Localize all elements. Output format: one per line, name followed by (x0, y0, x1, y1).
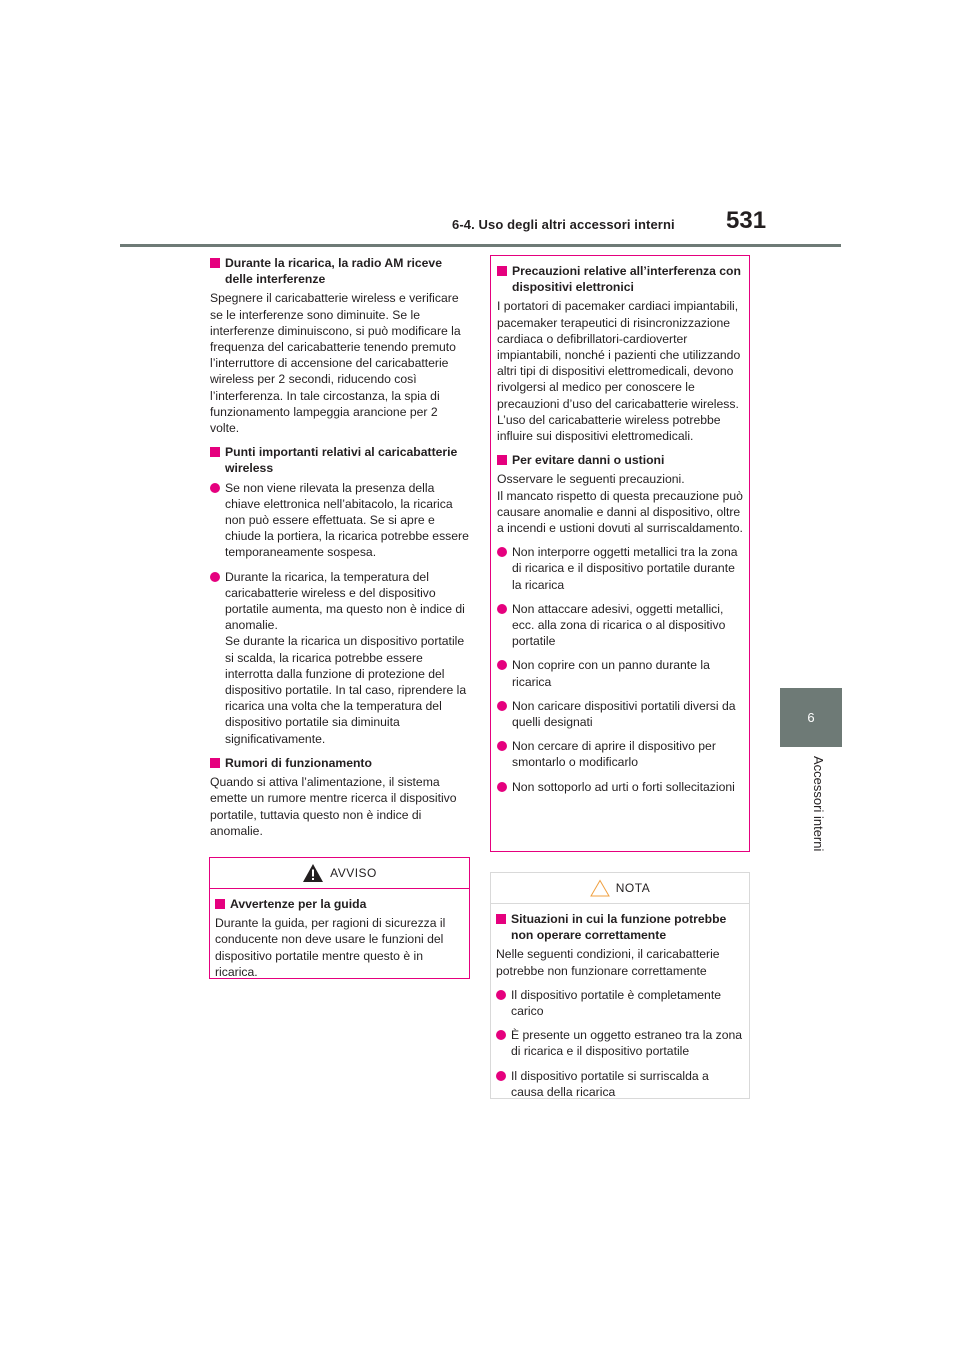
round-bullet-icon (497, 604, 507, 614)
list-item-text: Non attaccare adesivi, oggetti metallici, ecc. alla zona di ricarica o al dispositivo portatile (512, 601, 726, 649)
section-heading (497, 263, 743, 295)
list-item-text: Se non viene rilevata la presenza della chiave elettronica nell’abitacolo, la ricarica non può essere effettuata. Se si apre e chiude la portiera, la ricarica potrebbe essere temporaneamente sospesa. (225, 480, 469, 560)
section-heading (497, 452, 743, 468)
list-item (497, 738, 743, 770)
note-box-title: NOTA (615, 880, 651, 895)
round-bullet-icon (496, 1071, 506, 1081)
chapter-number: 6 (807, 710, 815, 725)
left-column (210, 255, 470, 847)
square-bullet-icon (210, 447, 220, 457)
warning-box-body (210, 889, 469, 992)
round-bullet-icon (497, 701, 507, 711)
list-item-text: Non interporre oggetti metallici tra la zona di ricarica e il dispositivo portatile durante la ricarica (512, 545, 738, 592)
warning-box-header (210, 858, 469, 889)
list-item-text: Se durante la ricarica un dispositivo portatile si scalda, la ricarica potrebbe essere interrotta dalla funzione di protezione del dispositivo portatile. In tal caso, riprendere la ricarica una volta che la temperatura del dispositivo portatile sia diminuita significativamente. (225, 634, 467, 746)
list-item-text: Non coprire con un panno durante la ricarica (512, 658, 710, 689)
heading-text: Punti importanti relativi al caricabatterie wireless (225, 445, 458, 476)
square-bullet-icon (497, 266, 507, 276)
header-divider (120, 244, 841, 247)
list-item (497, 601, 743, 650)
note-box-header (491, 873, 749, 904)
round-bullet-icon (496, 990, 506, 1000)
list-item-text: È presente un oggetto estraneo tra la zona di ricarica e il dispositivo portatile (511, 1028, 743, 1059)
list-item (497, 657, 743, 689)
section-heading (210, 444, 470, 476)
list-item (497, 698, 743, 730)
paragraph-line: Osservare le seguenti precauzioni. (497, 472, 685, 487)
list-item (496, 1027, 744, 1059)
paragraph: Spegnere il caricabatterie wireless e verificare se le interferenze sono diminuite. Se le interferenze diminuiscono, si può modificare la frequenza del caricabatterie tenendo premuto l’interruttore di accensione del caricabatterie wireless per 2 secondi, riducendo così l’interferenza. In tale circostanza, la spia di funzionamento lampeggia arancione per 2 volte. (210, 291, 461, 436)
heading-text: Situazioni in cui la funzione potrebbe non operare correttamente (511, 912, 727, 943)
round-bullet-icon (210, 572, 220, 582)
heading-text: Rumori di funzionamento (225, 755, 372, 770)
round-bullet-icon (497, 660, 507, 670)
list-item (210, 569, 470, 747)
round-bullet-icon (497, 741, 507, 751)
list-item-text: Il dispositivo portatile è completamente carico (511, 987, 722, 1019)
list-item-text: Durante la ricarica, la temperatura del caricabatterie wireless e del dispositivo portatile aumenta, ma questo non è indice di anomalie. (225, 569, 465, 633)
list-item-text: Non cercare di aprire il dispositivo per smontarlo o modificarlo (512, 739, 716, 770)
section-title: 6-4. Uso degli altri accessori interni (452, 217, 675, 232)
round-bullet-icon (496, 1030, 506, 1040)
round-bullet-icon (497, 547, 507, 557)
page-number: 531 (726, 207, 767, 234)
paragraph (497, 471, 743, 536)
caution-outline-icon (590, 879, 610, 897)
warning-icon (302, 863, 324, 883)
list-item (496, 1068, 744, 1100)
chapter-title: Accessori interni (811, 756, 826, 852)
heading-text: Durante la ricarica, la radio AM riceve delle interferenze (225, 256, 442, 287)
paragraph: Nelle seguenti condizioni, il caricabatterie potrebbe non funzionare correttamente (496, 947, 720, 978)
square-bullet-icon (210, 258, 220, 268)
list-item-text: Non caricare dispositivi portatili diversi da quelli designati (512, 698, 736, 730)
list-item (497, 779, 743, 795)
chapter-tab (780, 688, 842, 747)
note-box-body (491, 904, 749, 1112)
list-item-text: Non sottoporlo ad urti o forti sollecitazioni (512, 779, 735, 794)
heading-text: Precauzioni relative all’interferenza con dispositivi elettronici (512, 264, 741, 295)
list-item (210, 480, 470, 561)
precautions-box (490, 255, 750, 852)
note-box (490, 872, 750, 1099)
warning-box-title: AVVISO (330, 865, 377, 880)
list-item (496, 987, 744, 1019)
round-bullet-icon (497, 782, 507, 792)
warning-box (209, 857, 470, 979)
square-bullet-icon (496, 914, 506, 924)
section-heading (496, 911, 744, 943)
paragraph: Durante la guida, per ragioni di sicurezza il conducente non deve usare le funzioni del dispositivo portatile mentre questo è in ricarica. (215, 916, 446, 979)
paragraph: I portatori di pacemaker cardiaci impiantabili, pacemaker terapeutici di risincronizzazione cardiaca o defibrillatori-cardioverter impiantabili, nonché i pazienti che utilizzando altri tipi di dispositivi elettromedicali, devono rivolgersi al medico per conoscere le precauzioni d’uso del caricabatterie wireless. L’uso del caricabatterie wireless potrebbe influire sui dispositivi elettromedicali. (497, 299, 741, 444)
list-item (497, 544, 743, 593)
square-bullet-icon (210, 758, 220, 768)
section-heading (210, 255, 470, 287)
square-bullet-icon (497, 455, 507, 465)
square-bullet-icon (215, 899, 225, 909)
list-item-text: Il dispositivo portatile si surriscalda a causa della ricarica (511, 1068, 709, 1099)
round-bullet-icon (210, 483, 220, 493)
paragraph-line: Il mancato rispetto di questa precauzione può causare anomalie e danni al dispositivo, oltre a incendi e ustioni dovuti al surriscaldamento. (497, 488, 743, 536)
section-heading (215, 896, 464, 912)
section-heading (210, 755, 470, 771)
paragraph: Quando si attiva l’alimentazione, il sistema emette un rumore mentre ricerca il dispositivo portatile, tuttavia questo non è indice di anomalie. (210, 775, 457, 838)
heading-text: Avvertenze per la guida (230, 897, 367, 911)
heading-text: Per evitare danni o ustioni (512, 453, 665, 468)
